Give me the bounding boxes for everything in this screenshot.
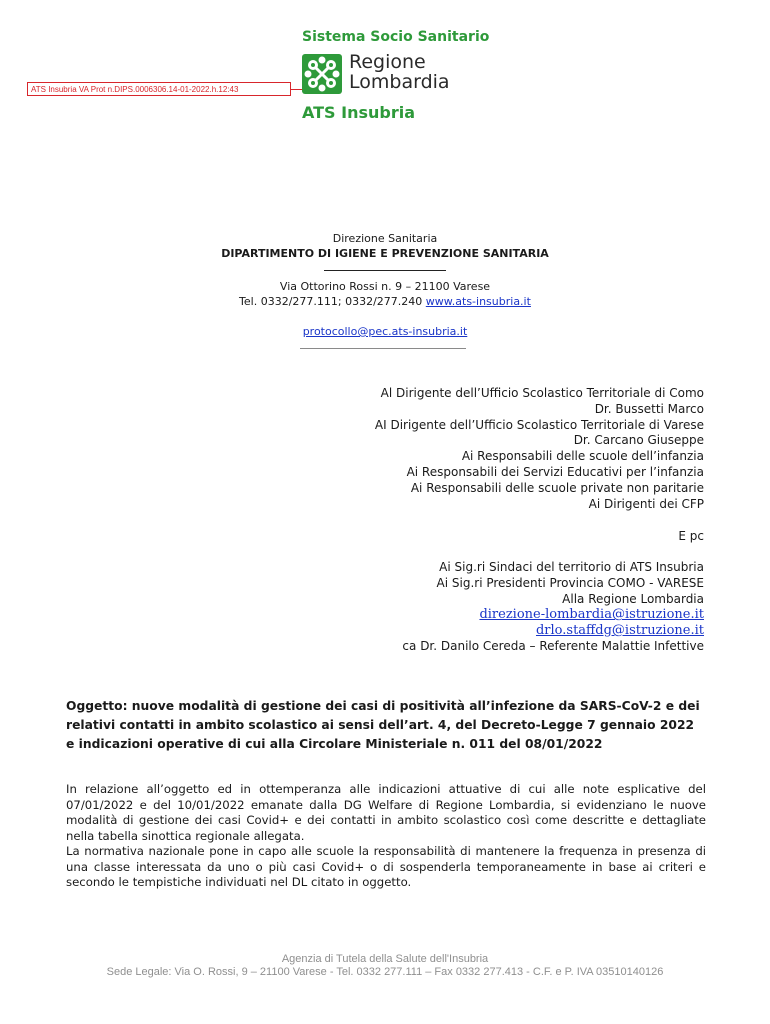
logo-region-line2: Lombardia	[349, 71, 450, 93]
divider	[324, 270, 446, 271]
epc-label: E pc	[678, 529, 704, 543]
lombardia-rose-logo-icon	[302, 54, 342, 94]
divider	[300, 348, 466, 349]
logo-region-name	[349, 52, 450, 92]
cc-recipient-line: Alla Regione Lombardia	[562, 591, 704, 606]
letter-body	[66, 782, 706, 891]
department-address: Via Ottorino Rossi n. 9 – 21100 Varese	[279, 280, 491, 293]
cc-recipient-line: Ai Sig.ri Sindaci del territorio di ATS Insubria	[439, 560, 704, 574]
cc-recipient-line: ca Dr. Danilo Cereda – Referente Malattie Infettive	[402, 638, 704, 653]
logo-region-line1: Regione	[349, 51, 426, 73]
department-phone: Tel. 0332/277.111; 0332/277.240	[239, 295, 423, 308]
recipient-line: Dr. Bussetti Marco	[594, 401, 704, 416]
protocol-stamp: ATS Insubria VA Prot n.DIPS.0006306.14-01-2022.h.12:43	[27, 82, 291, 96]
logo-tagline: Sistema Socio Sanitario	[302, 29, 490, 45]
cc-email-link[interactable]: direzione-lombardia@istruzione.it	[479, 607, 704, 623]
body-paragraph: In relazione all’oggetto ed in ottemperanza alle indicazioni attuative di cui alle note esplicative del 07/01/2022 e del 10/01/2022 emanate dalla DG Welfare di Regione Lombardia, si evidenziano le nuove modalità di gestione dei casi Covid+ e dei contatti in ambito scolastico così come descritte e dettagliate nella tabella sinottica regionale allegata.	[66, 782, 706, 843]
footer-agency: Agenzia di Tutela della Salute dell'Insubria	[281, 953, 489, 965]
department-title: DIPARTIMENTO DI IGIENE E PREVENZIONE SANITARIA	[221, 247, 549, 260]
pec-email-link[interactable]: protocollo@pec.ats-insubria.it	[302, 325, 468, 338]
recipient-line: AI Dirigente dell’Ufficio Scolastico Territoriale di Varese	[374, 417, 704, 432]
logo-agency-name: ATS Insubria	[302, 103, 416, 122]
recipient-line: Ai Responsabili delle scuole private non paritarie	[410, 480, 704, 495]
footer-legal: Sede Legale: Via O. Rossi, 9 – 21100 Varese - Tel. 0332 277.111 – Fax 0332 277.413 - C.F. e P. IVA 03510140126	[106, 966, 664, 978]
recipient-line: Ai Responsabili delle scuole dell’infanzia	[461, 449, 704, 464]
website-link[interactable]: www.ats-insubria.it	[425, 295, 531, 308]
recipient-line: Ai Responsabili dei Servizi Educativi per l’infanzia	[406, 464, 704, 479]
department-contacts	[0, 295, 770, 308]
recipient-line: Dr. Carcano Giuseppe	[573, 433, 704, 448]
recipient-line: Al Dirigente dell’Ufficio Scolastico Territoriale di Como	[380, 386, 704, 400]
letter-subject: Oggetto: nuove modalità di gestione dei casi di positività all’infezione da SARS-CoV-2 e dei relativi contatti in ambito scolastico ai sensi dell’art. 4, del Decreto-Legge 7 gennaio 2022 e indicazioni operative di cui alla Circolare Ministeriale n. 011 del 08/01/2022	[66, 699, 700, 751]
recipient-line: Ai Dirigenti dei CFP	[588, 496, 704, 511]
cc-email-link[interactable]: drlo.staffdg@istruzione.it	[535, 623, 704, 639]
pec-line	[0, 325, 770, 338]
recipients-list	[300, 386, 704, 512]
cc-recipient-line: Ai Sig.ri Presidenti Provincia COMO - VARESE	[436, 575, 704, 590]
directorate-label: Direzione Sanitaria	[332, 232, 438, 245]
cc-recipients-list	[300, 560, 704, 655]
body-paragraph: La normativa nazionale pone in capo alle scuole la responsabilità di mantenere la frequenza in presenza di una classe interessata da uno o più casi Covid+ o di sospenderla temporaneamente in base ai criteri e secondo le tempistiche individuati nel DL citato in oggetto.	[66, 844, 706, 889]
